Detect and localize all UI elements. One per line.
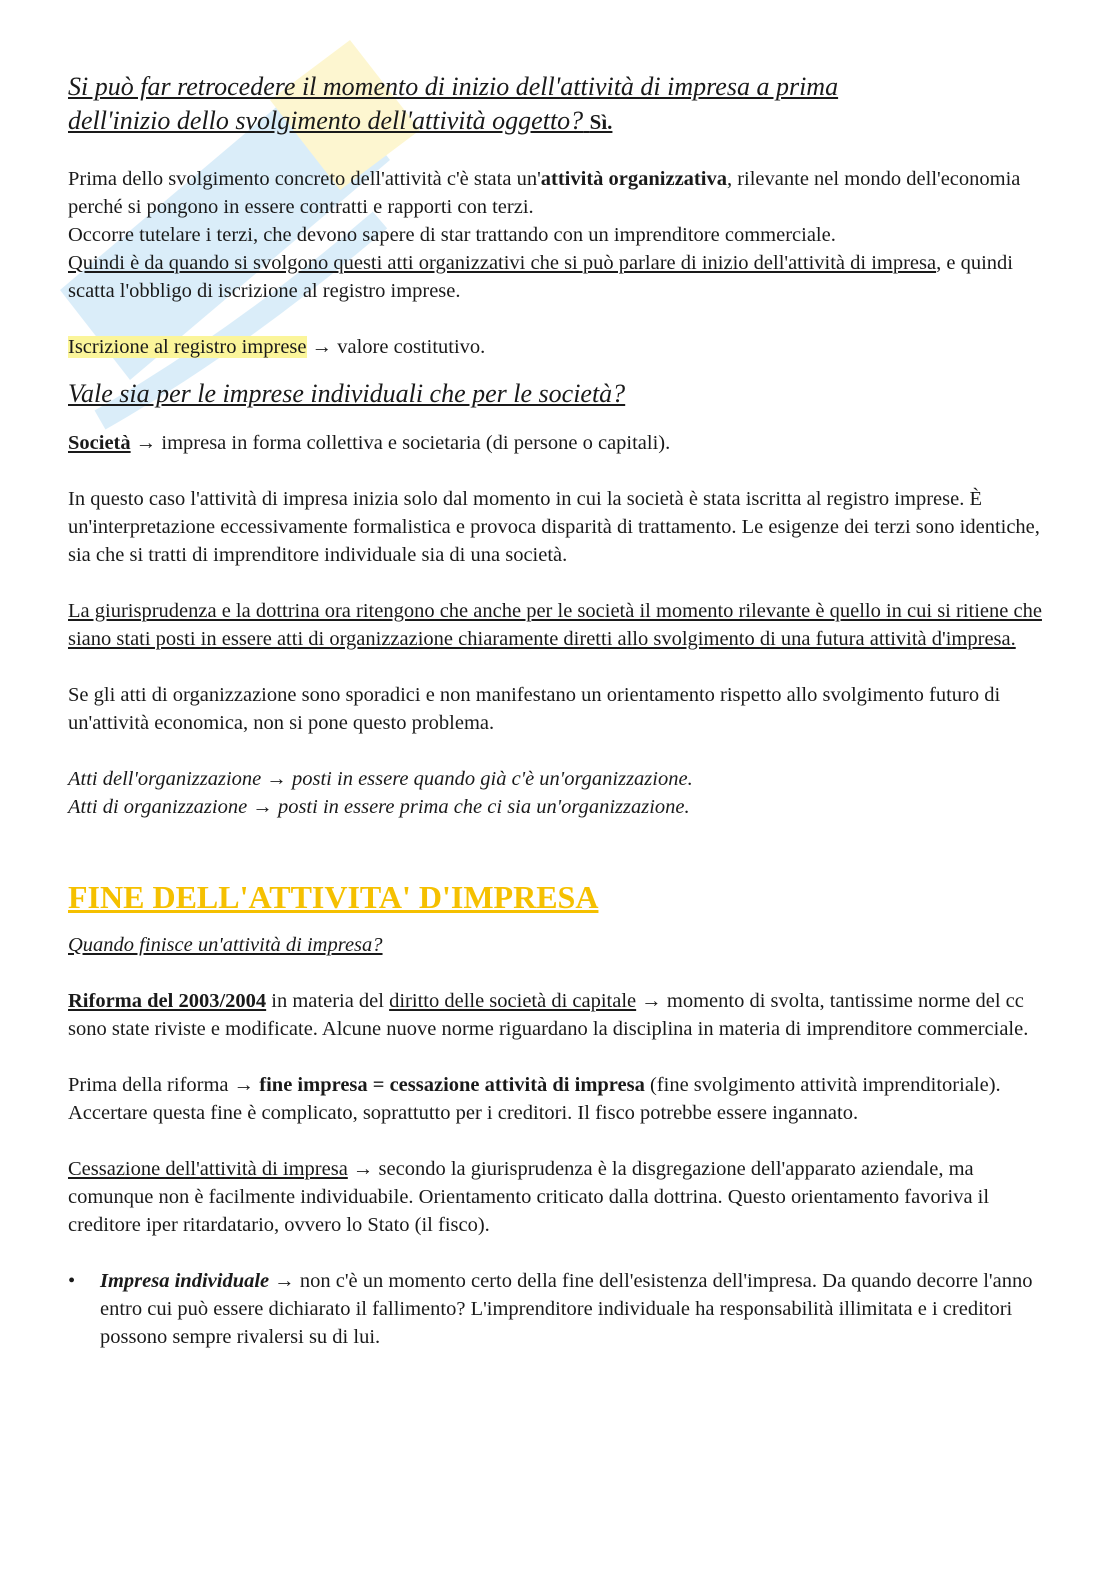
- paragraph-reform: Riforma del 2003/2004 in materia del diritto delle società di capitale → momento di svolta, tantissime norme del cc sono state riviste e modificate. Alcune nuove norme riguardano la disciplina in materia di imprenditore commerciale.: [68, 990, 1029, 1040]
- paragraph-acts-definitions: Atti dell'organizzazione → posti in essere quando già c'è un'organizzazione. Atti di organizzazione → posti in essere prima che ci sia un'organizzazione.: [68, 768, 693, 818]
- section-heading-end-of-business: FINE DELL'ATTIVITA' D'IMPRESA: [68, 879, 599, 915]
- paragraph-organizational-activity: Prima dello svolgimento concreto dell'attività c'è stata un'attività organizzativa, rilevante nel mondo dell'economia perché si pongono in essere contratti e rapporti con terzi. Occorre tutelare i terzi, che devono sapere di star trattando con un imprenditore commerciale. Quindi è da quando si svolgono questi atti organizzativi che si può parlare di inizio dell'attività di impresa, e quindi scatta l'obbligo di iscrizione al registro imprese.: [68, 168, 1021, 302]
- paragraph-registration-value: Iscrizione al registro imprese → valore costitutivo.: [68, 336, 486, 358]
- paragraph-formalistic-interpretation: In questo caso l'attività di impresa inizia solo dal momento in cui la società è stata iscritta al registro imprese. È un'interpretazione eccessivamente formalistica e provoca disparità di trattamento. Le esigenze dei terzi sono identiche, sia che si tratti di imprenditore individuale sia di una società.: [68, 488, 1040, 566]
- question-individual-vs-companies: Vale sia per le imprese individuali che per le società?: [68, 379, 626, 408]
- highlight-registration: Iscrizione al registro imprese: [68, 336, 307, 358]
- paragraph-sporadic-acts: Se gli atti di organizzazione sono sporadici e non manifestano un orientamento rispetto allo svolgimento futuro di un'attività economica, non si pone questo problema.: [68, 684, 1001, 734]
- list-item: • Impresa individuale → non c'è un momento certo della fine dell'esistenza dell'impresa. Da quando decorre l'anno entro cui può essere dichiarato il fallimento? L'imprenditore individuale ha responsabilità illimitata e i creditori possono sempre rivalersi su di lui.: [68, 1267, 1048, 1351]
- document-page: [68, 68, 1048, 1351]
- answer-yes: Sì.: [589, 110, 613, 134]
- paragraph-before-reform: Prima della riforma → fine impresa = cessazione attività di impresa (fine svolgimento attività imprenditoriale). Accertare questa fine è complicato, soprattutto per i creditori. Il fisco potrebbe essere ingannato.: [68, 1074, 1001, 1124]
- question-start-retroactive: Si può far retrocedere il momento di inizio dell'attività di impresa a prima dell'inizio dello svolgimento dell'attività oggetto? Sì.: [68, 72, 839, 135]
- paragraph-societa: Società → impresa in forma collettiva e societaria (di persone o capitali).: [68, 432, 671, 454]
- paragraph-cessation: Cessazione dell'attività di impresa → secondo la giurisprudenza è la disgregazione dell'apparato aziendale, ma comunque non è facilmente individuabile. Orientamento criticato dalla dottrina. Questo orientamento favoriva il creditore iper ritardatario, ovvero lo Stato (il fisco).: [68, 1158, 990, 1236]
- question-when-ends: Quando finisce un'attività di impresa?: [68, 934, 383, 956]
- bullet-icon: •: [68, 1270, 76, 1292]
- paragraph-jurisprudence: La giurisprudenza e la dottrina ora ritengono che anche per le società il momento rilevante è quello in cui si ritiene che siano stati posti in essere atti di organizzazione chiaramente diretti allo svolgimento di una futura attività d'impresa.: [68, 600, 1042, 650]
